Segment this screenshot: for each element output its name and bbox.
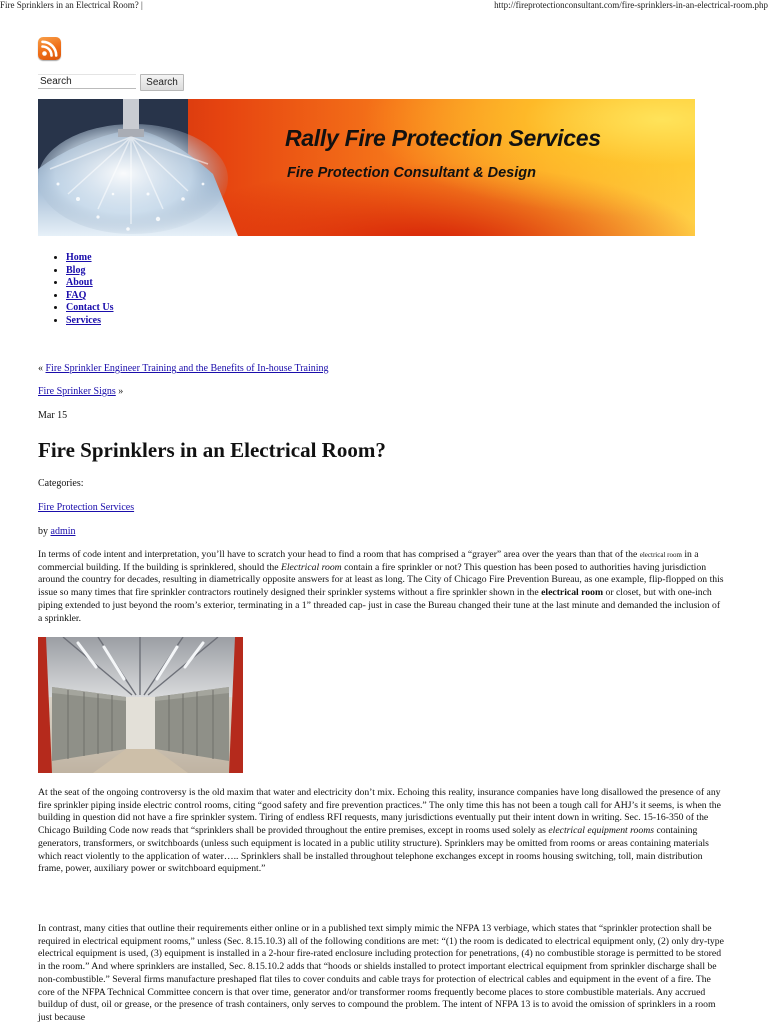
p1-bold-term: electrical room [541, 587, 604, 599]
site-banner [38, 99, 695, 236]
category-link[interactable]: Fire Protection Services [38, 502, 135, 513]
sprinkler-water-image [38, 99, 238, 236]
previous-post-link[interactable]: Fire Sprinkler Engineer Training and the Benefits of In-house Training [45, 363, 329, 374]
p1-text-c: in a commercial building. If the building is sprinklered, should the [38, 549, 699, 573]
nav-link-home[interactable]: Home [66, 252, 92, 263]
previous-post-nav [38, 363, 329, 374]
post-paragraph-2 [38, 787, 724, 876]
p2-text-c: containing generators, transformers, or switchboards (unless such equipment is located in a public utility structure). Sprinklers may be omitted from rooms or areas containing materials which react violently to the application of water….. Sprinklers shall be installed throughout telephone exchanges except in rooms housing switching, toll, main distribution frame, power, auxiliary power or switchboard equipment.” [38, 825, 709, 875]
p2-italic-term: electrical equipment rooms [548, 825, 655, 837]
p1-text-e: contain a fire sprinkler or not? This question has been posed to authorities having jurisdiction around the country for decades, resulting in diametrically opposite answers for at least as long. The City of Chicago Fire Prevention Bureau, as one example, flip-flopped on this issue so many times that fire sprinkler contractors routinely designed their sprinkler systems without a fire sprinkler shown in the [38, 561, 724, 599]
banner-subtitle: Fire Protection Consultant & Design [287, 165, 536, 181]
author-link[interactable]: admin [50, 526, 76, 537]
nav-item-services [66, 315, 114, 328]
nav-link-blog[interactable]: Blog [66, 264, 86, 276]
search-input[interactable] [38, 74, 136, 89]
print-header [0, 0, 768, 10]
banner-title: Rally Fire Protection Services [285, 125, 601, 151]
post-byline [38, 526, 76, 537]
post-paragraph-3: In contrast, many cities that outline their requirements either online or in a published text simply mimic the NFPA 13 verbiage, which states that “sprinkler protection shall be required in electrical equipment rooms,” unless (Sec. 8.15.10.3) all of the following conditions are met: “(1) the room is dedicated to electrical equipment only, (2) only dry-type electrical equipment is used, (3) equipment is installed in a 2-hour fire-rated enclosure including protection for penetrations, (4) no combustible storage is permitted to be stored in the room.” And where sprinklers are installed, Sec. 8.15.10.2 adds that “hoods or shields installed to protect important electrical equipment from sprinkler discharge shall be non-combustible.” Several firms manufacture preshaped flat tiles to cover conduits and cable trays for protection of electrical cables and equipment in the event of a fire. The core of the NFPA Technical Committee concern is that over time, generator and/or transformer rooms frequently become places to store combustible materials. Any accrued buildup of dust, oil or grease, or the presence of trash containers, only serves to compound the problem. The intent of NFPA 13 is to avoid the omission of sprinklers in a room just because [38, 923, 724, 1023]
post-category [38, 502, 134, 513]
electrical-room-photo [38, 637, 243, 773]
p2-text-a: At the seat of the ongoing controversy is the old maxim that water and electricity don’t mix. Echoing this reality, insurance companies have long disallowed the presence of any fire sprinkler piping inside electric control rooms, citing “good safety and fire prevention practices.” The only time this has not been a tough call for AHJ’s it seems, is when the building in question did not have a fire sprinkler system. Tiring of endless RFI requests, many jurisdictions eventually put their intent down in writing. Sec. 15-16-350 of the Chicago Building Code now reads that “sprinklers shall be provided throughout the entire premises, except in rooms used solely as [38, 787, 721, 837]
p1-small-term: electrical room [639, 551, 682, 559]
nav-item-contact [66, 302, 114, 315]
nav-link-about[interactable]: About [66, 277, 93, 289]
next-post-nav [38, 386, 123, 397]
rss-feed-icon[interactable] [38, 37, 61, 60]
p1-text-g: or closet, but with one-inch piping extended to just beyond the room’s exterior, terminating in a 1” threaded cap- just in case the Bureau changed their tune at the last minute and demanded the inclusion of a sprinkler. [38, 587, 721, 624]
search-button[interactable]: Search [140, 74, 184, 91]
main-nav [38, 252, 114, 328]
print-header-title: Fire Sprinklers in an Electrical Room? | [0, 0, 143, 10]
p1-text-a: In terms of code intent and interpretation, you’ll have to scratch your head to find a room that has comprised a “grayer” area over the years than that of the [38, 549, 640, 560]
print-header-url: http://fireprotectionconsultant.com/fire-sprinklers-in-an-electrical-room.php [494, 0, 768, 10]
nav-link-contact[interactable]: Contact Us [66, 302, 114, 314]
post-date: Mar 15 [38, 410, 68, 421]
p1-italic-term: Electrical room [280, 561, 342, 573]
post-title: Fire Sprinklers in an Electrical Room? [38, 438, 386, 462]
nav-item-about [66, 277, 114, 290]
next-post-suffix: » [115, 386, 124, 397]
nav-link-faq[interactable]: FAQ [66, 289, 87, 301]
next-post-link[interactable]: Fire Sprinker Signs [38, 386, 116, 397]
nav-item-home [66, 252, 114, 265]
nav-link-services[interactable]: Services [66, 314, 101, 326]
categories-label: Categories: [38, 478, 84, 489]
byline-label: by [38, 526, 51, 537]
nav-item-blog [66, 265, 114, 278]
post-paragraph-1 [38, 549, 724, 625]
previous-post-prefix: « [38, 363, 46, 374]
nav-item-faq [66, 290, 114, 303]
